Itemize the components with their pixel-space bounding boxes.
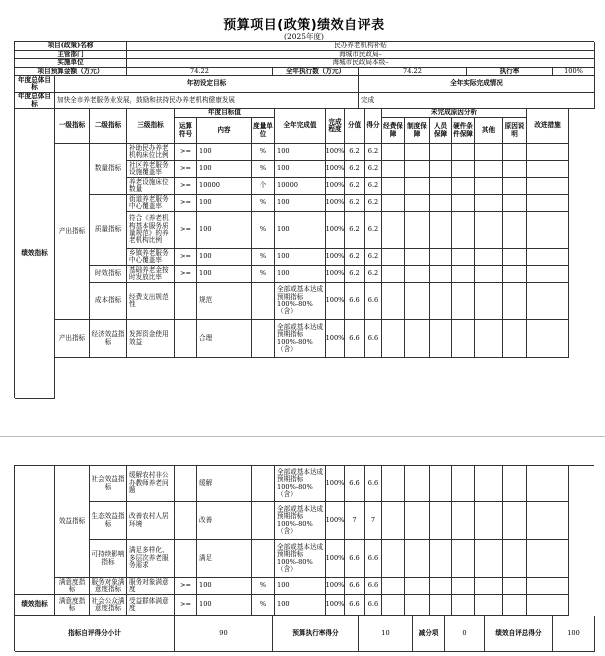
indicator-got: 6.6	[365, 283, 382, 320]
fix-header: 改进措施	[527, 109, 569, 144]
budget-label: 项目预算金额（万元）	[15, 68, 127, 77]
indicator-blank-cell	[452, 466, 475, 502]
indicator-blank-cell	[382, 283, 405, 320]
indicator-blank-cell	[382, 578, 405, 595]
indicator-score: 6.6	[345, 540, 365, 578]
level2-header: 二级指标	[90, 109, 127, 144]
indicator-blank-cell	[527, 212, 569, 249]
indicator-blank-cell	[475, 578, 503, 595]
indicator-blank-cell	[503, 266, 527, 283]
indicator-degree: 100%	[326, 595, 345, 616]
indicator-unit	[252, 466, 275, 502]
indicator-blank-cell	[430, 195, 452, 212]
indicator-blank-cell	[503, 212, 527, 249]
indicator-blank-cell	[382, 249, 405, 266]
indicator-blank-cell	[382, 195, 405, 212]
indicator-got: 6.2	[365, 212, 382, 249]
level1-header: 一级指标	[55, 109, 90, 144]
indicator-blank-cell	[475, 249, 503, 266]
indicator-blank-cell	[452, 178, 475, 195]
indicator-blank-cell	[527, 266, 569, 283]
indicator-blank-cell	[452, 595, 475, 616]
value-header: 全年完成值	[275, 109, 326, 144]
indicator-degree: 100%	[326, 283, 345, 320]
total-value: 100	[553, 616, 595, 652]
sustain-indicator: 可持续影响指标	[90, 540, 127, 578]
op-header: 运算符号	[175, 118, 197, 144]
indicator-blank-cell	[527, 249, 569, 266]
unit-header: 度量单位	[252, 118, 275, 144]
page-year: (2025年度)	[284, 32, 324, 41]
indicator-score: 6.2	[345, 249, 365, 266]
evaluation-sheet-page2	[14, 465, 594, 651]
got-header: 得分	[365, 109, 382, 144]
indicator-op	[175, 283, 197, 320]
indicator-blank-cell	[452, 266, 475, 283]
satisfaction-indicator: 满意度指标	[55, 578, 90, 595]
indicator-op	[175, 502, 197, 540]
indicator-content: 缓解	[197, 466, 252, 502]
output-indicator-b: 产出指标	[55, 320, 90, 358]
indicator-blank-cell	[503, 578, 527, 595]
indicator-degree: 100%	[326, 502, 345, 540]
indicator-unit: %	[252, 266, 275, 283]
reason-r3-header: 人员保障	[430, 118, 452, 144]
indicator-blank-cell	[405, 283, 430, 320]
perf-indicator-cont	[15, 466, 55, 595]
indicator-blank-cell	[382, 266, 405, 283]
quantity-indicator: 数量指标	[90, 144, 127, 195]
indicator-blank-cell	[382, 178, 405, 195]
indicator-blank-cell	[475, 161, 503, 178]
dept-value: 海城市民政局–	[127, 51, 595, 60]
reason-r6-header: 原因说明	[503, 118, 527, 144]
indicator-blank-cell	[527, 161, 569, 178]
indicator-name: 养老设施床位数量	[127, 178, 175, 195]
indicator-value: 全部或基本达成预期指标100%-80%（含）	[275, 320, 326, 358]
indicator-name: 改善农村人居环境	[127, 502, 175, 540]
perf-indicator-label-b: 绩效指标	[15, 595, 55, 616]
indicator-blank-cell	[475, 283, 503, 320]
indicator-degree: 100%	[326, 161, 345, 178]
content-header: 内容	[197, 118, 252, 144]
indicator-unit	[252, 540, 275, 578]
evaluation-sheet-page1	[14, 14, 594, 398]
indicator-degree: 100%	[326, 212, 345, 249]
indicator-blank-cell	[475, 502, 503, 540]
indicator-name: 乡镇养老服务中心覆盖率	[127, 249, 175, 266]
indicator-blank-cell	[405, 178, 430, 195]
indicator-unit: %	[252, 212, 275, 249]
indicator-value: 全部或基本达成预期指标100%-80%（含）	[275, 502, 326, 540]
indicator-blank-cell	[527, 595, 569, 616]
indicator-blank-cell	[382, 212, 405, 249]
indicator-blank-cell	[475, 595, 503, 616]
indicator-blank-cell	[382, 144, 405, 161]
indicator-op: >=	[175, 266, 197, 283]
indicator-got: 6.2	[365, 266, 382, 283]
indicator-blank-cell	[405, 212, 430, 249]
indicator-op	[175, 320, 197, 358]
indicator-blank-cell	[503, 540, 527, 578]
degree-header: 完成程度	[326, 109, 345, 144]
indicator-score: 7	[345, 502, 365, 540]
indicator-blank-cell	[430, 212, 452, 249]
indicator-name: 受益群体满意度	[127, 595, 175, 616]
indicator-op	[175, 466, 197, 502]
minus-label: 减分项	[413, 616, 445, 652]
indicator-blank-cell	[405, 466, 430, 502]
indicator-blank-cell	[405, 320, 430, 358]
indicator-content: 100	[197, 212, 252, 249]
reason-r2-header: 制度保障	[405, 118, 430, 144]
indicator-blank-cell	[452, 502, 475, 540]
reason-r5-header: 其他	[475, 118, 503, 144]
indicator-got: 6.6	[365, 540, 382, 578]
budget-score-label: 预算执行率得分	[273, 616, 359, 652]
indicator-blank-cell	[382, 466, 405, 502]
indicator-blank-cell	[475, 320, 503, 358]
indicator-name: 经费支出规范性	[127, 283, 175, 320]
indicator-blank-cell	[405, 540, 430, 578]
indicator-unit	[252, 320, 275, 358]
indicator-blank-cell	[527, 144, 569, 161]
indicator-unit: %	[252, 595, 275, 616]
indicator-blank-cell	[527, 283, 569, 320]
indicator-blank-cell	[452, 540, 475, 578]
indicator-blank-cell	[430, 595, 452, 616]
time-indicator: 时效指标	[90, 266, 127, 283]
indicator-content: 规范	[197, 283, 252, 320]
indicator-blank-cell	[430, 266, 452, 283]
minus-value: 0	[445, 616, 485, 652]
indicator-unit	[252, 502, 275, 540]
indicator-blank-cell	[405, 249, 430, 266]
indicator-value: 100	[275, 595, 326, 616]
indicator-blank-cell	[382, 502, 405, 540]
indicator-op: >=	[175, 178, 197, 195]
indicator-got: 6.6	[365, 578, 382, 595]
page-title: 预算项目(政策)绩效自评表	[223, 18, 385, 33]
dept-label: 主管部门	[15, 51, 127, 60]
indicator-unit	[252, 283, 275, 320]
indicator-op: >=	[175, 195, 197, 212]
indicator-op: >=	[175, 161, 197, 178]
indicator-content: 100	[197, 578, 252, 595]
indicator-unit: %	[252, 195, 275, 212]
indicator-blank-cell	[503, 178, 527, 195]
indicator-content: 100	[197, 249, 252, 266]
indicator-name: 补助民办养老机构床位比例	[127, 144, 175, 161]
indicator-blank-cell	[382, 320, 405, 358]
indicator-unit: %	[252, 249, 275, 266]
exec-label: 全年执行数（万元）	[273, 68, 359, 77]
indicator-name: 基础养老金按时发放比率	[127, 266, 175, 283]
subtotal-value: 90	[175, 616, 273, 652]
indicator-blank-cell	[475, 144, 503, 161]
indicator-blank-cell	[475, 540, 503, 578]
indicator-value: 100	[275, 195, 326, 212]
indicator-name: 服务对象满意度	[127, 578, 175, 595]
reasons-header: 未完成原因分析	[382, 109, 527, 118]
budget-score-value: 10	[359, 616, 413, 652]
target-header: 年度目标值	[175, 109, 275, 118]
indicator-name: 符合《养老机构基本服务质量规范》的养老机构比例	[127, 212, 175, 249]
indicator-score: 6.6	[345, 595, 365, 616]
indicator-blank-cell	[405, 144, 430, 161]
indicator-blank-cell	[430, 283, 452, 320]
indicator-blank-cell	[452, 195, 475, 212]
indicator-got: 6.2	[365, 161, 382, 178]
perf-indicator-label: 绩效指标	[15, 109, 55, 399]
indicator-score: 6.6	[345, 466, 365, 502]
indicator-name: 发挥资金使用效益	[127, 320, 175, 358]
indicator-blank-cell	[430, 320, 452, 358]
indicator-blank-cell	[503, 249, 527, 266]
indicator-value: 100	[275, 578, 326, 595]
indicator-blank-cell	[452, 144, 475, 161]
indicator-name: 缓解农村非公办教师养老问题	[127, 466, 175, 502]
indicator-blank-cell	[382, 595, 405, 616]
indicator-blank-cell	[475, 466, 503, 502]
indicator-value: 100	[275, 212, 326, 249]
indicator-content: 100	[197, 195, 252, 212]
indicator-got: 6.2	[365, 249, 382, 266]
indicator-degree: 100%	[326, 266, 345, 283]
service-satisfaction-indicator: 服务对象满意度指标	[90, 578, 127, 595]
indicator-value: 全部或基本达成预期指标100%-80%（含）	[275, 540, 326, 578]
project-name-label: 项目(政策)名称	[15, 42, 127, 51]
indicator-blank-cell	[475, 178, 503, 195]
indicator-content: 改善	[197, 502, 252, 540]
cost-indicator: 成本指标	[90, 283, 127, 320]
indicator-blank-cell	[503, 320, 527, 358]
indicator-value: 全部或基本达成预期指标100%-80%（含）	[275, 283, 326, 320]
indicator-blank-cell	[405, 502, 430, 540]
indicator-value: 100	[275, 161, 326, 178]
budget-value: 74.22	[127, 68, 273, 77]
indicator-value: 100	[275, 144, 326, 161]
indicator-blank-cell	[452, 212, 475, 249]
indicator-name: 满足多样化、多层次养老服务需求	[127, 540, 175, 578]
indicator-degree: 100%	[326, 249, 345, 266]
indicator-blank-cell	[503, 144, 527, 161]
econ-indicator: 经济效益指标	[90, 320, 127, 358]
unit-label: 实施单位	[15, 59, 127, 68]
goals-label-b: 年度总体目标	[15, 93, 55, 109]
indicator-score: 6.6	[345, 283, 365, 320]
evaluation-table-bottom	[14, 465, 594, 651]
page-divider	[0, 436, 605, 437]
indicator-blank-cell	[452, 249, 475, 266]
indicator-score: 6.6	[345, 578, 365, 595]
indicator-op: >=	[175, 249, 197, 266]
score-header: 分值	[345, 109, 365, 144]
indicator-unit: 个	[252, 178, 275, 195]
indicator-blank-cell	[382, 161, 405, 178]
goals-plan: 加快全市养老服务业发展，鼓励和扶持民办养老机构健康发展	[55, 93, 359, 109]
rate-label: 执行率	[467, 68, 553, 77]
indicator-blank-cell	[527, 502, 569, 540]
indicator-value: 全部或基本达成预期指标100%-80%（含）	[275, 466, 326, 502]
indicator-degree: 100%	[326, 540, 345, 578]
indicator-blank-cell	[405, 195, 430, 212]
eco-indicator: 生态效益指标	[90, 502, 127, 540]
indicator-degree: 100%	[326, 144, 345, 161]
indicator-blank-cell	[430, 249, 452, 266]
indicator-blank-cell	[405, 266, 430, 283]
goals-label-a: 年度总体目标	[15, 76, 55, 93]
indicator-op	[175, 540, 197, 578]
indicator-op: >=	[175, 578, 197, 595]
reason-r4-header: 硬件条件保障	[452, 118, 475, 144]
indicator-got: 6.6	[365, 466, 382, 502]
indicator-score: 6.2	[345, 195, 365, 212]
indicator-blank-cell	[503, 595, 527, 616]
indicator-op: >=	[175, 212, 197, 249]
exec-value: 74.22	[359, 68, 467, 77]
indicator-blank-cell	[452, 320, 475, 358]
indicator-degree: 100%	[326, 578, 345, 595]
indicator-value: 10000	[275, 178, 326, 195]
goals-actual-header: 全年实际完成情况	[359, 76, 595, 93]
indicator-score: 6.6	[345, 320, 365, 358]
indicator-score: 6.2	[345, 266, 365, 283]
indicator-blank-cell	[452, 578, 475, 595]
indicator-blank-cell	[430, 144, 452, 161]
quality-indicator: 质量指标	[90, 195, 127, 266]
indicator-name: 社区养老服务设施覆盖率	[127, 161, 175, 178]
indicator-blank-cell	[475, 212, 503, 249]
goals-actual: 完成	[359, 93, 595, 109]
indicator-blank-cell	[475, 195, 503, 212]
indicator-content: 满足	[197, 540, 252, 578]
indicator-blank-cell	[503, 161, 527, 178]
indicator-blank-cell	[405, 578, 430, 595]
indicator-blank-cell	[503, 283, 527, 320]
benefit-indicator: 效益指标	[55, 466, 90, 578]
indicator-blank-cell	[452, 161, 475, 178]
total-label: 绩效自评总得分	[485, 616, 553, 652]
indicator-got: 6.2	[365, 144, 382, 161]
indicator-content: 100	[197, 266, 252, 283]
indicator-blank-cell	[527, 195, 569, 212]
evaluation-table-top	[14, 41, 594, 398]
indicator-content: 100	[197, 161, 252, 178]
indicator-blank-cell	[430, 578, 452, 595]
goals-plan-header: 年初设定目标	[55, 76, 359, 93]
social-indicator: 社会效益指标	[90, 466, 127, 502]
indicator-content: 100	[197, 595, 252, 616]
level3-header: 三级指标	[127, 109, 175, 144]
indicator-content: 合理	[197, 320, 252, 358]
unit-value: 海城市民政局本级–	[127, 59, 595, 68]
indicator-degree: 100%	[326, 195, 345, 212]
indicator-blank-cell	[405, 161, 430, 178]
indicator-got: 6.6	[365, 320, 382, 358]
indicator-unit: %	[252, 144, 275, 161]
indicator-got: 6.2	[365, 195, 382, 212]
satisfaction-indicator-b: 满意度指标	[55, 595, 90, 616]
indicator-unit: %	[252, 161, 275, 178]
indicator-got: 6.2	[365, 178, 382, 195]
indicator-blank-cell	[452, 283, 475, 320]
indicator-got: 7	[365, 502, 382, 540]
indicator-blank-cell	[527, 578, 569, 595]
indicator-blank-cell	[527, 178, 569, 195]
indicator-value: 100	[275, 249, 326, 266]
indicator-got: 6.6	[365, 595, 382, 616]
indicator-op: >=	[175, 144, 197, 161]
indicator-degree: 100%	[326, 178, 345, 195]
indicator-blank-cell	[527, 320, 569, 358]
indicator-blank-cell	[430, 540, 452, 578]
reason-r1-header: 经费保障	[382, 118, 405, 144]
indicator-name: 街道养老服务中心覆盖率	[127, 195, 175, 212]
indicator-blank-cell	[430, 161, 452, 178]
indicator-score: 6.2	[345, 178, 365, 195]
indicator-degree: 100%	[326, 466, 345, 502]
indicator-content: 100	[197, 144, 252, 161]
output-indicator: 产出指标	[55, 144, 90, 320]
indicator-blank-cell	[430, 502, 452, 540]
indicator-blank-cell	[475, 266, 503, 283]
indicator-blank-cell	[527, 466, 569, 502]
indicator-blank-cell	[503, 195, 527, 212]
indicator-blank-cell	[527, 540, 569, 578]
indicator-op: >=	[175, 595, 197, 616]
project-name-value: 民办养老机构补贴	[127, 42, 595, 51]
rate-value: 100%	[553, 68, 595, 77]
indicator-score: 6.2	[345, 212, 365, 249]
indicator-score: 6.2	[345, 161, 365, 178]
indicator-blank-cell	[430, 466, 452, 502]
indicator-blank-cell	[430, 178, 452, 195]
public-satisfaction-indicator: 社会公众满意度指标	[90, 595, 127, 616]
indicator-unit: %	[252, 578, 275, 595]
indicator-score: 6.2	[345, 144, 365, 161]
indicator-degree: 100%	[326, 320, 345, 358]
indicator-blank-cell	[405, 595, 430, 616]
indicator-blank-cell	[503, 502, 527, 540]
indicator-value: 100	[275, 266, 326, 283]
indicator-content: 10000	[197, 178, 252, 195]
indicator-blank-cell	[503, 466, 527, 502]
indicator-blank-cell	[382, 540, 405, 578]
subtotal-label: 指标自评得分小计	[15, 616, 175, 652]
